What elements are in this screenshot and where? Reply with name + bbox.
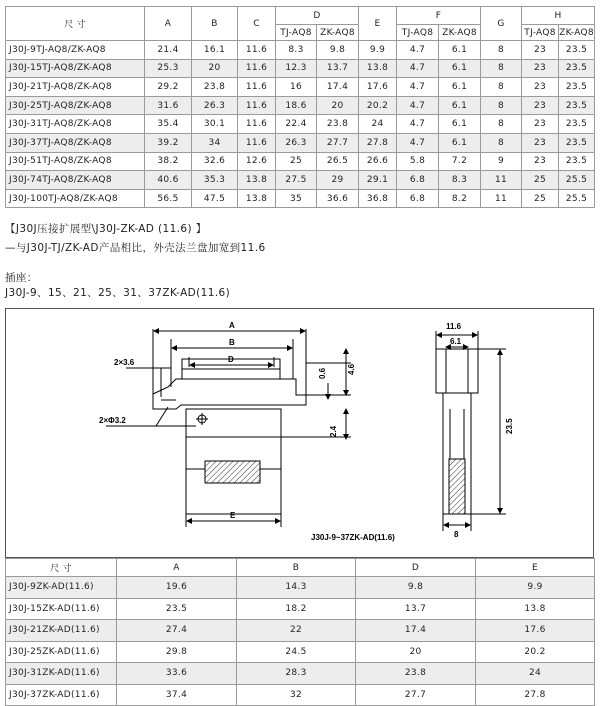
- header-c: C: [238, 7, 276, 41]
- value-cell: 8: [481, 115, 522, 134]
- label-2xphi32: 2×Φ3.2: [99, 416, 126, 425]
- value-cell: 35.3: [192, 171, 238, 190]
- value-cell: 8.3: [276, 41, 317, 60]
- value-cell: 16.1: [192, 41, 238, 60]
- header-g: G: [481, 7, 522, 41]
- header-size: 尺 寸: [6, 7, 145, 41]
- table-row: [6, 641, 595, 663]
- note-socket-models: J30J-9、15、21、25、31、37ZK-AD(11.6): [5, 287, 231, 299]
- value-cell: 23.5: [559, 96, 595, 115]
- label-116: 11.6: [446, 322, 462, 331]
- table-row: [6, 115, 595, 134]
- subheader-h-tj: TJ-AQ8: [522, 25, 559, 41]
- value-cell: 24.5: [237, 641, 356, 663]
- value-cell: 4.7: [397, 133, 439, 152]
- value-cell: 25.5: [559, 171, 595, 190]
- value-cell: 13.7: [317, 59, 359, 78]
- header-e: E: [359, 7, 397, 41]
- value-cell: 8: [481, 78, 522, 97]
- value-cell: 29.1: [359, 171, 397, 190]
- header-a: A: [145, 7, 192, 41]
- table-row: [6, 41, 595, 60]
- value-cell: 28.3: [237, 663, 356, 685]
- label-235: 23.5: [505, 418, 514, 434]
- t2-header-e: E: [476, 559, 595, 577]
- label-8: 8: [454, 530, 459, 539]
- model-cell: J30J-9TJ-AQ8/ZK-AQ8: [6, 41, 145, 60]
- value-cell: 6.8: [397, 189, 439, 208]
- cable-hatch: [205, 461, 260, 483]
- value-cell: 29: [317, 171, 359, 190]
- value-cell: 23.8: [356, 663, 476, 685]
- label-06: 0.6: [318, 367, 327, 379]
- value-cell: 20.2: [476, 641, 595, 663]
- value-cell: 23: [522, 115, 559, 134]
- value-cell: 29.8: [117, 641, 237, 663]
- model-cell: J30J-21ZK-AD(11.6): [6, 620, 117, 642]
- model-cell: J30J-100TJ-AQ8/ZK-AQ8: [6, 189, 145, 208]
- model-cell: J30J-31TJ-AQ8/ZK-AQ8: [6, 115, 145, 134]
- dimension-table-zk-ad: [5, 558, 595, 706]
- model-cell: J30J-31ZK-AD(11.6): [6, 663, 117, 685]
- value-cell: 29.2: [145, 78, 192, 97]
- value-cell: 23: [522, 96, 559, 115]
- value-cell: 35: [276, 189, 317, 208]
- model-cell: J30J-74TJ-AQ8/ZK-AQ8: [6, 171, 145, 190]
- value-cell: 6.1: [439, 59, 481, 78]
- side-cable-hatch: [449, 459, 465, 514]
- value-cell: 39.2: [145, 133, 192, 152]
- header-b: B: [192, 7, 238, 41]
- value-cell: 23: [522, 41, 559, 60]
- value-cell: 17.4: [356, 620, 476, 642]
- value-cell: 6.1: [439, 41, 481, 60]
- value-cell: 8.3: [439, 171, 481, 190]
- value-cell: 23.8: [317, 115, 359, 134]
- value-cell: 6.1: [439, 96, 481, 115]
- value-cell: 27.5: [276, 171, 317, 190]
- table-row: [6, 171, 595, 190]
- value-cell: 23.5: [559, 152, 595, 171]
- technical-drawing: [5, 308, 594, 558]
- value-cell: 11.6: [238, 96, 276, 115]
- table-row: [6, 684, 595, 706]
- value-cell: 27.7: [317, 133, 359, 152]
- table-row: [6, 133, 595, 152]
- value-cell: 9.9: [359, 41, 397, 60]
- header-f: F: [397, 7, 481, 25]
- table-row: [6, 620, 595, 642]
- subheader-h-zk: ZK-AQ8: [559, 25, 595, 41]
- value-cell: 11.6: [238, 78, 276, 97]
- value-cell: 11.6: [238, 41, 276, 60]
- value-cell: 5.8: [397, 152, 439, 171]
- model-cell: J30J-15TJ-AQ8/ZK-AQ8: [6, 59, 145, 78]
- value-cell: 6.1: [439, 78, 481, 97]
- drawing-svg: [6, 309, 595, 559]
- subheader-f-tj: TJ-AQ8: [397, 25, 439, 41]
- value-cell: 30.1: [192, 115, 238, 134]
- table-row: [6, 152, 595, 171]
- value-cell: 23: [522, 133, 559, 152]
- table-row: [6, 189, 595, 208]
- value-cell: 19.6: [117, 577, 237, 599]
- t2-header-b: B: [237, 559, 356, 577]
- value-cell: 6.1: [439, 115, 481, 134]
- table-row: [6, 663, 595, 685]
- value-cell: 21.4: [145, 41, 192, 60]
- model-cell: J30J-9ZK-AD(11.6): [6, 577, 117, 599]
- value-cell: 27.8: [476, 684, 595, 706]
- dimension-table-tj-zk: [5, 6, 595, 208]
- flange-outline: [153, 379, 306, 409]
- value-cell: 8: [481, 133, 522, 152]
- value-cell: 23.5: [559, 115, 595, 134]
- table1-body: [6, 41, 595, 208]
- value-cell: 23.5: [559, 78, 595, 97]
- value-cell: 23: [522, 78, 559, 97]
- value-cell: 37.4: [117, 684, 237, 706]
- label-d: D: [228, 355, 234, 364]
- value-cell: 23: [522, 152, 559, 171]
- model-cell: J30J-51TJ-AQ8/ZK-AQ8: [6, 152, 145, 171]
- value-cell: 20: [356, 641, 476, 663]
- value-cell: 6.8: [397, 171, 439, 190]
- table-row: [6, 598, 595, 620]
- label-b: B: [229, 338, 235, 347]
- value-cell: 25: [522, 171, 559, 190]
- note-socket: 插座：: [5, 272, 38, 284]
- value-cell: 22: [237, 620, 356, 642]
- label-24: 2.4: [329, 425, 338, 437]
- value-cell: 20.2: [359, 96, 397, 115]
- model-cell: J30J-15ZK-AD(11.6): [6, 598, 117, 620]
- value-cell: 8: [481, 96, 522, 115]
- subheader-d-zk: ZK-AQ8: [317, 25, 359, 41]
- value-cell: 24: [359, 115, 397, 134]
- value-cell: 13.8: [476, 598, 595, 620]
- value-cell: 4.7: [397, 96, 439, 115]
- label-2x36: 2×3.6: [114, 358, 135, 367]
- value-cell: 4.7: [397, 115, 439, 134]
- table2-body: [6, 577, 595, 706]
- value-cell: 32.6: [192, 152, 238, 171]
- value-cell: 26.6: [359, 152, 397, 171]
- value-cell: 8.2: [439, 189, 481, 208]
- value-cell: 26.5: [317, 152, 359, 171]
- value-cell: 23: [522, 59, 559, 78]
- value-cell: 17.6: [476, 620, 595, 642]
- value-cell: 27.8: [359, 133, 397, 152]
- side-top-block: [436, 349, 478, 393]
- value-cell: 25.3: [145, 59, 192, 78]
- value-cell: 24: [476, 663, 595, 685]
- value-cell: 14.3: [237, 577, 356, 599]
- value-cell: 23.5: [559, 41, 595, 60]
- value-cell: 23.5: [559, 59, 595, 78]
- value-cell: 13.8: [359, 59, 397, 78]
- value-cell: 25: [276, 152, 317, 171]
- value-cell: 35.4: [145, 115, 192, 134]
- value-cell: 13.8: [238, 171, 276, 190]
- model-cell: J30J-25TJ-AQ8/ZK-AQ8: [6, 96, 145, 115]
- value-cell: 36.8: [359, 189, 397, 208]
- value-cell: 11: [481, 171, 522, 190]
- value-cell: 8: [481, 41, 522, 60]
- value-cell: 25: [522, 189, 559, 208]
- value-cell: 9: [481, 152, 522, 171]
- subheader-d-tj: TJ-AQ8: [276, 25, 317, 41]
- label-61: 6.1: [450, 337, 462, 346]
- subheader-f-zk: ZK-AQ8: [439, 25, 481, 41]
- value-cell: 18.2: [237, 598, 356, 620]
- value-cell: 11.6: [238, 59, 276, 78]
- value-cell: 56.5: [145, 189, 192, 208]
- value-cell: 38.2: [145, 152, 192, 171]
- value-cell: 12.3: [276, 59, 317, 78]
- value-cell: 9.8: [317, 41, 359, 60]
- value-cell: 47.5: [192, 189, 238, 208]
- value-cell: 18.6: [276, 96, 317, 115]
- t2-header-size: 尺 寸: [6, 559, 117, 577]
- value-cell: 26.3: [192, 96, 238, 115]
- value-cell: 12.6: [238, 152, 276, 171]
- value-cell: 25.5: [559, 189, 595, 208]
- model-cell: J30J-37TJ-AQ8/ZK-AQ8: [6, 133, 145, 152]
- value-cell: 23.5: [117, 598, 237, 620]
- value-cell: 11.6: [238, 115, 276, 134]
- value-cell: 20: [192, 59, 238, 78]
- value-cell: 32: [237, 684, 356, 706]
- value-cell: 16: [276, 78, 317, 97]
- label-e: E: [230, 511, 236, 520]
- header-h: H: [522, 7, 595, 25]
- label-a: A: [229, 321, 235, 330]
- value-cell: 31.6: [145, 96, 192, 115]
- value-cell: 8: [481, 59, 522, 78]
- header-d: D: [276, 7, 359, 25]
- value-cell: 7.2: [439, 152, 481, 171]
- drawing-caption: J30J-9~37ZK-AD(11.6): [311, 533, 395, 542]
- t2-header-a: A: [117, 559, 237, 577]
- value-cell: 17.4: [317, 78, 359, 97]
- value-cell: 22.4: [276, 115, 317, 134]
- table-row: [6, 577, 595, 599]
- value-cell: 4.7: [397, 41, 439, 60]
- value-cell: 36.6: [317, 189, 359, 208]
- model-cell: J30J-25ZK-AD(11.6): [6, 641, 117, 663]
- value-cell: 13.7: [356, 598, 476, 620]
- value-cell: 11: [481, 189, 522, 208]
- value-cell: 6.1: [439, 133, 481, 152]
- value-cell: 11.6: [238, 133, 276, 152]
- value-cell: 23.5: [559, 133, 595, 152]
- value-cell: 20: [317, 96, 359, 115]
- value-cell: 33.6: [117, 663, 237, 685]
- note-comparison: —与J30J-TJ/ZK-AD产品相比，外壳法兰盘加宽到11.6: [5, 242, 266, 254]
- model-cell: J30J-37ZK-AD(11.6): [6, 684, 117, 706]
- value-cell: 40.6: [145, 171, 192, 190]
- value-cell: 9.8: [356, 577, 476, 599]
- value-cell: 27.7: [356, 684, 476, 706]
- value-cell: 26.3: [276, 133, 317, 152]
- value-cell: 17.6: [359, 78, 397, 97]
- model-cell: J30J-21TJ-AQ8/ZK-AQ8: [6, 78, 145, 97]
- value-cell: 4.7: [397, 78, 439, 97]
- note-extension-type: 【J30J压接扩展型\J30J-ZK-AD (11.6) 】: [5, 223, 207, 235]
- label-46: 4.6: [347, 363, 356, 375]
- value-cell: 27.4: [117, 620, 237, 642]
- value-cell: 13.8: [238, 189, 276, 208]
- value-cell: 23.8: [192, 78, 238, 97]
- value-cell: 9.9: [476, 577, 595, 599]
- table-row: [6, 78, 595, 97]
- value-cell: 4.7: [397, 59, 439, 78]
- table-row: [6, 96, 595, 115]
- t2-header-d: D: [356, 559, 476, 577]
- table-row: [6, 59, 595, 78]
- value-cell: 34: [192, 133, 238, 152]
